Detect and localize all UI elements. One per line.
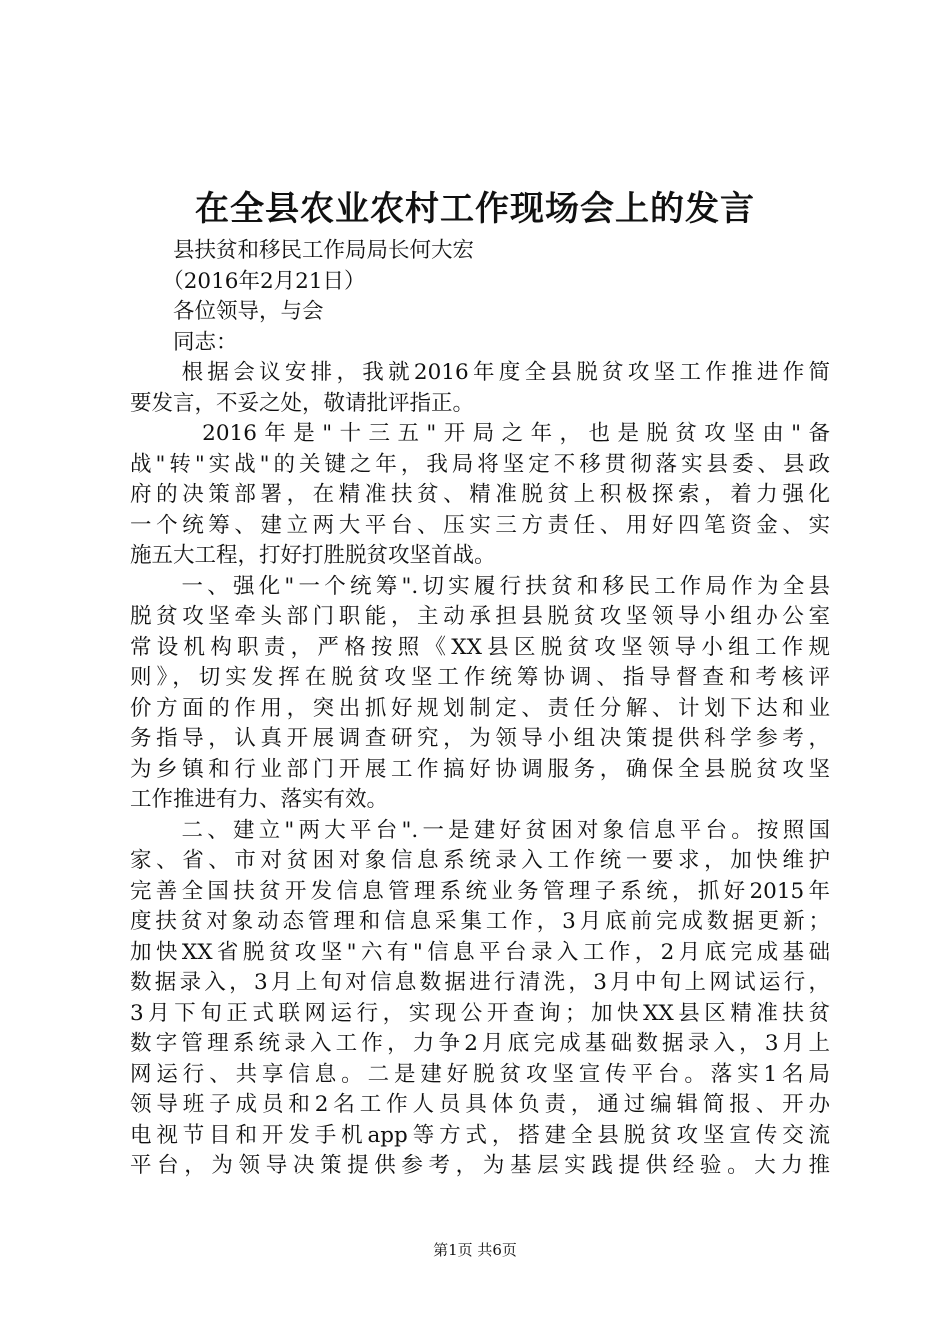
body-line: 施五大工程，打好打胜脱贫攻坚首战。 [130,543,496,568]
body-line: 各位领导，与会 [130,299,324,324]
body-line: 则》，切实发挥在脱贫攻坚工作统筹协调、指导督查和考核评 [130,665,830,690]
document-title: 在全县农业农村工作现场会上的发言 [195,189,755,229]
body-line: 常设机构职责，严格按照《XX县区脱贫攻坚领导小组工作规 [130,634,830,660]
body-line: 加快XX省脱贫攻坚"六有"信息平台录入工作，2月底完成基础 [130,939,830,965]
body-line: 脱贫攻坚牵头部门职能，主动承担县脱贫攻坚领导小组办公室 [130,604,830,629]
body-line: 价方面的作用，突出抓好规划制定、责任分解、计划下达和业 [130,695,830,721]
body-line: 平台，为领导决策提供参考，为基层实践提供经验。大力推 [130,1153,830,1178]
body-line: 一、强化"一个统筹".切实履行扶贫和移民工作局作为全县 [130,573,830,599]
body-line: 3月下旬正式联网运行，实现公开查询；加快XX县区精准扶贫 [130,1000,830,1026]
body-line: 一个统筹、建立两大平台、压实三方责任、用好四笔资金、实 [130,512,830,538]
body-line: 家、省、市对贫困对象信息系统录入工作统一要求，加快维护 [130,848,830,873]
body-line: 为乡镇和行业部门开展工作搞好协调服务，确保全县脱贫攻坚 [130,756,830,782]
document-body [130,236,830,1182]
body-line: （2016年2月21日） [130,268,366,294]
body-line: 务指导，认真开展调查研究，为领导小组决策提供科学参考， [130,726,830,751]
body-line: 度扶贫对象动态管理和信息采集工作，3月底前完成数据更新； [130,909,830,934]
body-line: 完善全国扶贫开发信息管理系统业务管理子系统，抓好2015年 [130,878,830,904]
body-line: 数字管理系统录入工作，力争2月底完成基础数据录入，3月上 [130,1031,830,1056]
body-line: 根据会议安排，我就2016年度全县脱贫攻坚工作推进作简 [130,360,830,385]
body-line: 领导班子成员和2名工作人员具体负责，通过编辑简报、开办 [130,1092,830,1117]
body-line: 电视节目和开发手机app等方式，搭建全县脱贫攻坚宣传交流 [130,1122,830,1148]
body-line: 工作推进有力、落实有效。 [130,787,389,812]
body-line: 府的决策部署，在精准扶贫、精准脱贫上积极探索，着力强化 [130,482,830,507]
page-footer: 第1页 共6页 [433,1241,517,1259]
body-line: 数据录入，3月上旬对信息数据进行清洗，3月中旬上网试运行， [130,970,830,995]
body-line: 2016年是"十三五"开局之年，也是脱贫攻坚由"备 [130,421,830,446]
body-line: 二、建立"两大平台".一是建好贫困对象信息平台。按照国 [130,817,830,843]
body-line: 要发言，不妥之处，敬请批评指正。 [130,390,475,416]
body-line: 战"转"实战"的关键之年，我局将坚定不移贯彻落实县委、县政 [130,451,830,477]
body-line: 网运行、共享信息。二是建好脱贫攻坚宣传平台。落实1名局 [130,1061,830,1087]
body-line: 县扶贫和移民工作局局长何大宏 [130,238,475,263]
body-line: 同志： [130,329,238,355]
